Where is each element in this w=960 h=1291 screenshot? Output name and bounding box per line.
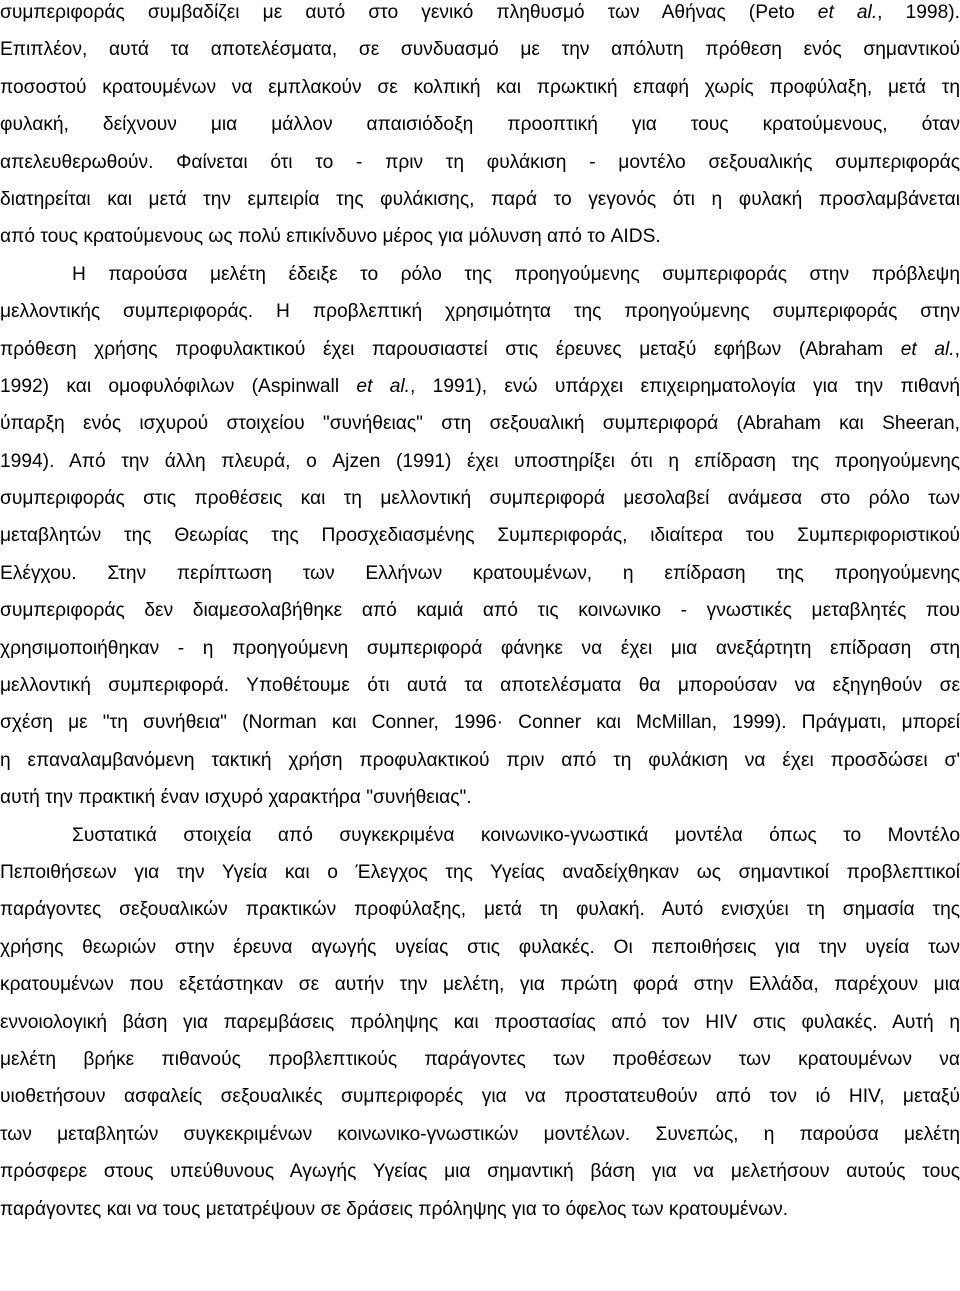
text-line: Πεποιθήσεων για την Υγεία και ο Έλεγχος της Υγείας αναδείχθηκαν ως σημαντικοί προβλεπτικοί	[0, 861, 960, 883]
paragraph-start-line: Συστατικά στοιχεία από συγκεκριμένα κοινωνικο-γνωστικά μοντέλα όπως το Μοντέλο	[72, 824, 960, 846]
text-line: συμπεριφοράς δεν διαμεσολαβήθηκε από καμιά από τις κοινωνικο - γνωστικές μεταβλητές που	[0, 600, 960, 622]
text-line: μελλοντικής συμπεριφοράς. Η προβλεπτική χρησιμότητα της προηγούμενης συμπεριφοράς στην	[0, 301, 960, 323]
text-line: φυλακή, δείχνουν μια μάλλον απαισιόδοξη προοπτική για τους κρατούμενους, όταν	[0, 114, 960, 136]
text-line: συμπεριφοράς συμβαδίζει με αυτό στο γενικό πληθυσμό των Αθήνας (Peto et al., 1998).	[0, 2, 960, 23]
text-line: κρατουμένων που εξετάστηκαν σε αυτήν την μελέτη, για πρώτη φορά στην Ελλάδα, παρέχουν μια	[0, 974, 960, 996]
citation-et-al: et al.	[356, 375, 410, 397]
text-line: 1992) και ομοφυλόφιλων (Aspinwall et al., 1991), ενώ υπάρχει επιχειρηματολογία για την πιθανή	[0, 375, 960, 397]
text-line: ποσοστού κρατουμένων να εμπλακούν σε κολπική και πρωκτική επαφή χωρίς προφύλαξη, μετά τη	[0, 76, 960, 98]
text-line: ύπαρξη ενός ισχυρού στοιχείου "συνήθειας" στη σεξουαλική συμπεριφορά (Abraham και Sheeran,	[0, 413, 960, 435]
text-line: των μεταβλητών συγκεκριμένων κοινωνικο-γνωστικών μοντέλων. Συνεπώς, η παρούσα μελέτη	[0, 1123, 960, 1145]
text-line: εννοιολογική βάση για παρεμβάσεις πρόληψης και προστασίας από τον HIV στις φυλακές. Αυτή η	[0, 1011, 960, 1033]
text-line: παράγοντες σεξουαλικών πρακτικών προφύλαξης, μετά τη φυλακή. Αυτό ενισχύει τη σημασία της	[0, 899, 960, 921]
text-line: μεταβλητών της Θεωρίας της Προσχεδιασμένης Συμπεριφοράς, ιδιαίτερα του Συμπεριφοριστικού	[0, 525, 960, 547]
text-line: χρήσης θεωριών στην έρευνα αγωγής υγείας στις φυλακές. Οι πεποιθήσεις για την υγεία των	[0, 936, 960, 958]
text-line: διατηρείται και μετά την εμπειρία της φυλάκισης, παρά το γεγονός ότι η φυλακή προσλαμβάνεται	[0, 188, 960, 210]
text-line: από τους κρατούμενους ως πολύ επικίνδυνο μέρος για μόλυνση από το AIDS.	[0, 226, 661, 248]
text-line: Επιπλέον, αυτά τα αποτελέσματα, σε συνδυασμό με την απόλυτη πρόθεση ενός σημαντικού	[0, 39, 960, 61]
text-line: η επαναλαμβανόμενη τακτική χρήση προφυλακτικού πριν από τη φυλάκιση να έχει προσδώσει σ'	[0, 749, 960, 771]
text-line: παράγοντες και να τους μετατρέψουν σε δράσεις πρόληψης για το όφελος των κρατουμένων.	[0, 1198, 789, 1220]
text-line: χρησιμοποιήθηκαν - η προηγούμενη συμπεριφορά φάνηκε να έχει μια ανεξάρτητη επίδραση στη	[0, 637, 960, 659]
text-line: απελευθερωθούν. Φαίνεται ότι το - πριν τη φυλάκιση - μοντέλο σεξουαλικής συμπεριφοράς	[0, 151, 960, 173]
text-line: αυτή την πρακτική έναν ισχυρό χαρακτήρα "συνήθειας".	[0, 787, 472, 809]
text-line: υιοθετήσουν ασφαλείς σεξουαλικές συμπεριφορές για να προστατευθούν από τον ιό HIV, μεταξύ	[0, 1086, 960, 1108]
paragraph-start-line: Η παρούσα μελέτη έδειξε το ρόλο της προηγούμενης συμπεριφοράς στην πρόβλεψη	[72, 263, 960, 285]
text-line: συμπεριφοράς στις προθέσεις και τη μελλοντική συμπεριφορά μεσολαβεί ανάμεσα στο ρόλο των	[0, 488, 960, 510]
text-line: μελλοντική συμπεριφορά. Υποθέτουμε ότι αυτά τα αποτελέσματα θα μπορούσαν να εξηγηθούν σε	[0, 675, 960, 697]
text-line: 1994). Από την άλλη πλευρά, ο Ajzen (1991) έχει υποστηρίξει ότι η επίδραση της προηγούμενης	[0, 450, 960, 472]
citation-et-al: et al.	[817, 2, 878, 23]
text-line: πρόθεση χρήσης προφυλακτικού έχει παρουσιαστεί στις έρευνες μεταξύ εφήβων (Abraham et al.,	[0, 338, 960, 360]
text-line: μελέτη βρήκε πιθανούς προβλεπτικούς παράγοντες των προθέσεων των κρατουμένων να	[0, 1048, 960, 1070]
citation-et-al: et al.	[900, 338, 955, 360]
text-line: Ελέγχου. Στην περίπτωση των Ελλήνων κρατουμένων, η επίδραση της προηγούμενης	[0, 562, 960, 584]
text-line: πρόσφερε στους υπεύθυνους Αγωγής Υγείας μια σημαντική βάση για να μελετήσουν αυτούς τους	[0, 1161, 960, 1183]
text-line: σχέση με "τη συνήθεια" (Norman και Conner, 1996· Conner και McMillan, 1999). Πράγματι, μπορεί	[0, 712, 960, 734]
